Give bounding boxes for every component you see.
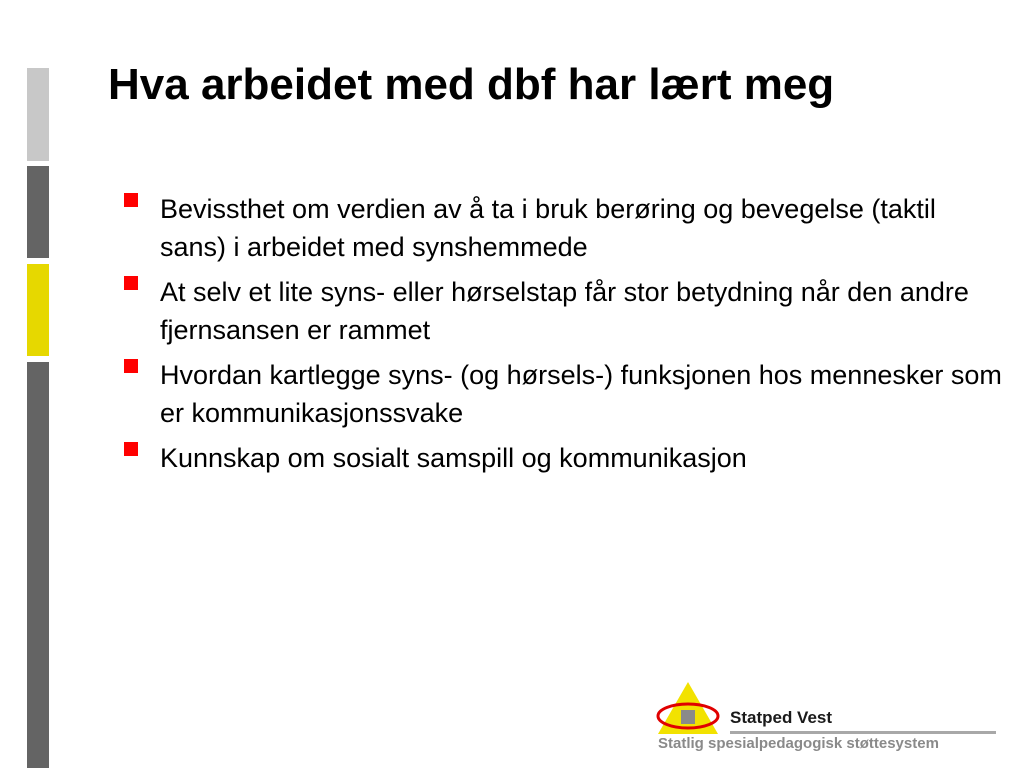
- square-bullet-icon: [124, 359, 138, 373]
- square-bullet-icon: [124, 276, 138, 290]
- bullet-text: Hvordan kartlegge syns- (og hørsels-) funksjonen hos mennesker som er kommunikasjonssvake: [160, 360, 1002, 428]
- bullet-item: [122, 273, 1002, 349]
- sidebar-segment-light-gray: [27, 68, 49, 161]
- statped-logo: [652, 680, 1002, 760]
- bullet-item: [122, 439, 1002, 477]
- sidebar-segment-dark-gray: [27, 166, 49, 258]
- bullet-text: At selv et lite syns- eller hørselstap får stor betydning når den andre fjernsansen er rammet: [160, 277, 969, 345]
- sidebar-segment-dark-gray-long: [27, 362, 49, 768]
- logo-tagline: Statlig spesialpedagogisk støttesystem: [658, 735, 939, 752]
- bullet-text: Bevissthet om verdien av å ta i bruk berøring og bevegelse (taktil sans) i arbeidet med synshemmede: [160, 194, 936, 262]
- bullet-item: [122, 356, 1002, 432]
- bullet-list: [122, 190, 1002, 484]
- bullet-text: Kunnskap om sosialt samspill og kommunikasjon: [160, 443, 747, 473]
- slide-title: Hva arbeidet med dbf har lært meg: [108, 60, 835, 109]
- statped-triangle-logo-icon: [652, 680, 728, 736]
- square-bullet-icon: [124, 442, 138, 456]
- bullet-item: [122, 190, 1002, 266]
- sidebar-segment-yellow: [27, 264, 49, 356]
- logo-name: Statped Vest: [730, 708, 833, 727]
- logo-divider: [730, 731, 996, 734]
- square-bullet-icon: [124, 193, 138, 207]
